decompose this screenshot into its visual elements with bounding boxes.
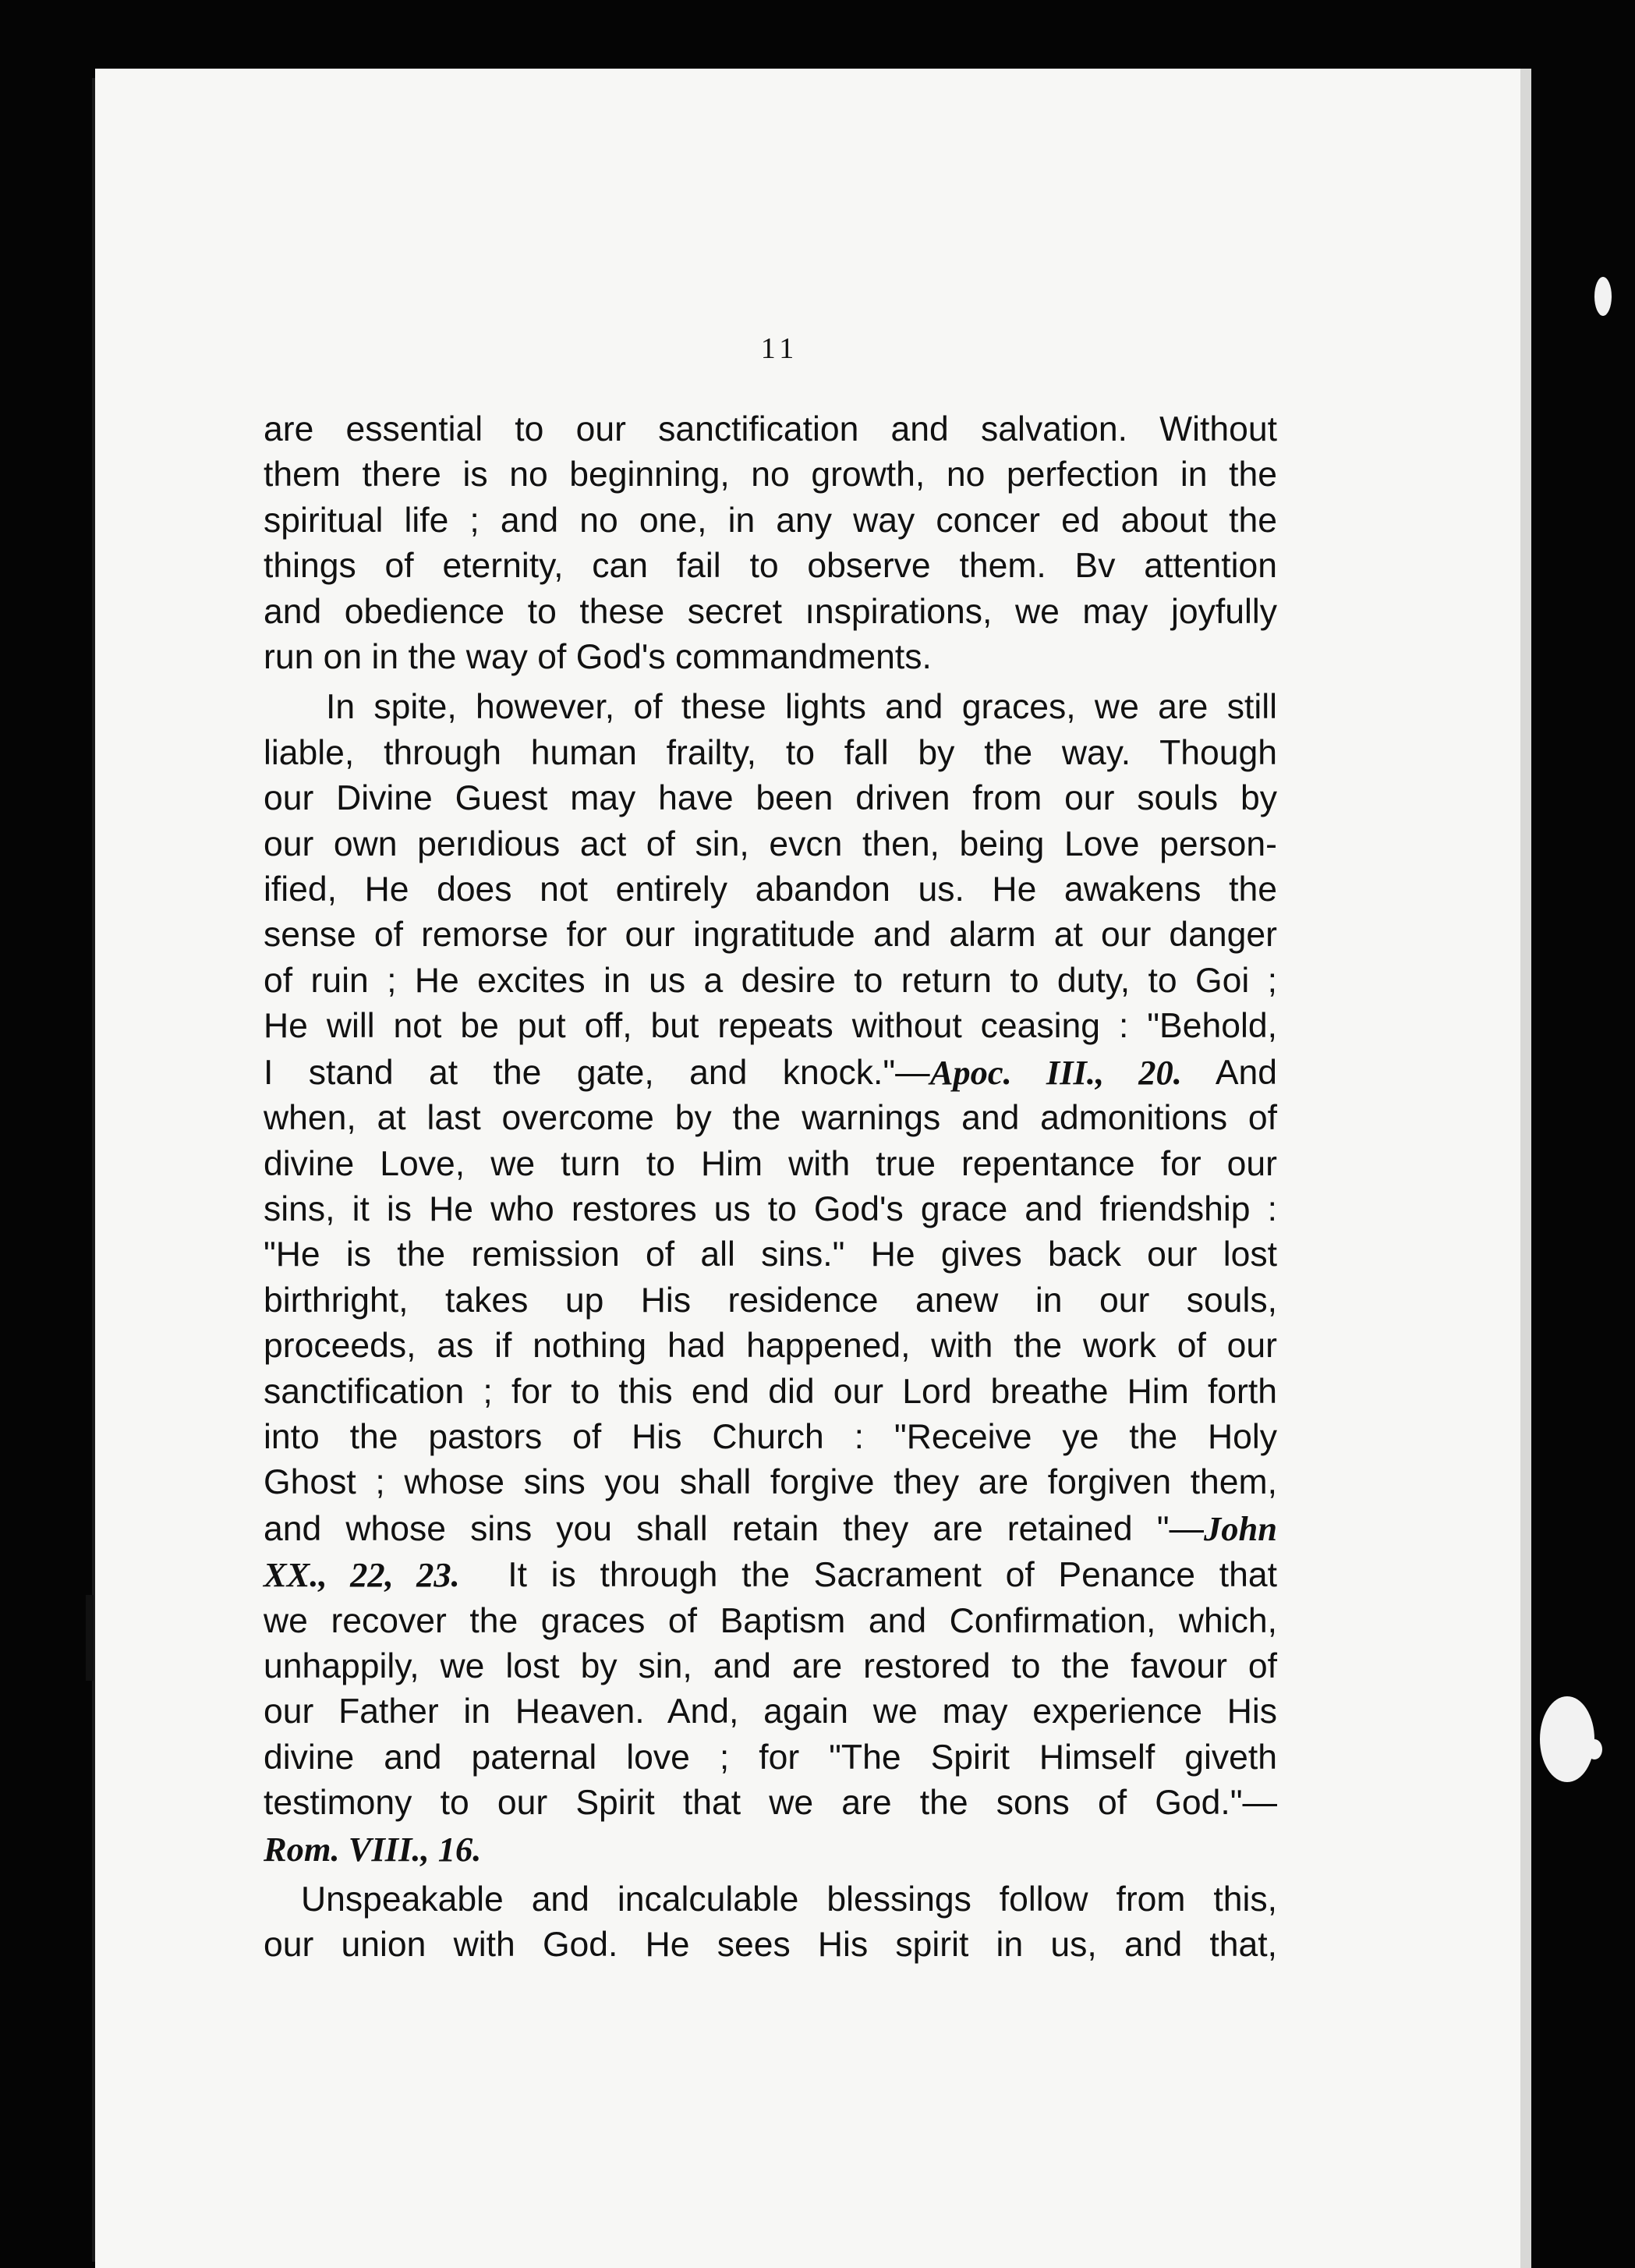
text-line: them there is no beginning, no growth, no perfection in the bbox=[264, 455, 1277, 494]
text-line: into the pastors of His Church : "Receive ye the Holy bbox=[264, 1417, 1277, 1456]
body-text bbox=[264, 407, 1277, 1969]
text-line: birthright, takes up His residence anew in our souls, bbox=[264, 1281, 1277, 1320]
text-line: Unspeakable and incalculable blessings follow from this, bbox=[301, 1880, 1277, 1919]
text-line: our Father in Heaven. And, again we may experience His bbox=[264, 1692, 1277, 1731]
text-line: "He is the remission of all sins." He gives back our lost bbox=[264, 1235, 1277, 1274]
text-line: Ghost ; whose sins you shall forgive they are forgiven them, bbox=[264, 1463, 1277, 1502]
text-fragment: And bbox=[1181, 1053, 1278, 1092]
scan-speck bbox=[1540, 1696, 1594, 1782]
citation-john-chapter: XX., 22, 23. bbox=[264, 1555, 460, 1595]
text-line-with-citation bbox=[264, 1552, 1277, 1598]
text-line: unhappily, we lost by sin, and are restored to the favour of bbox=[264, 1646, 1277, 1685]
text-line: divine Love, we turn to Him with true repentance for our bbox=[264, 1144, 1277, 1183]
citation-apoc: Apoc. III., 20. bbox=[929, 1052, 1182, 1092]
text-line: sense of remorse for our ingratitude and alarm at our danger bbox=[264, 916, 1277, 955]
text-line: In spite, however, of these lights and graces, we are still bbox=[326, 688, 1277, 727]
text-line: things of eternity, can fail to observe them. Bv attention bbox=[264, 547, 1277, 586]
scan-speck bbox=[1594, 277, 1612, 316]
right-page-edge bbox=[1520, 69, 1531, 2268]
text-line: are essential to our sanctification and salvation. Without bbox=[264, 410, 1277, 448]
citation-john: John bbox=[1204, 1508, 1277, 1548]
text-line: He will not be put off, but repeats without ceasing : "Behold, bbox=[264, 1007, 1277, 1046]
text-line: our own perıdious act of sin, evcn then, being Love person- bbox=[264, 824, 1277, 863]
text-line: run on in the way of God's commandments. bbox=[264, 638, 932, 677]
page-number: 11 bbox=[760, 332, 799, 365]
left-edge-mark bbox=[86, 1595, 94, 1681]
text-line: sins, it is He who restores us to God's grace and friendship : bbox=[264, 1189, 1277, 1228]
text-line-with-citation bbox=[264, 1827, 1277, 1873]
text-line-with-citation bbox=[264, 1506, 1277, 1552]
text-line: and obedience to these secret ınspirations, we may joyfully bbox=[264, 592, 1277, 631]
text-line: our Divine Guest may have been driven from our souls by bbox=[264, 779, 1277, 818]
text-line: testimony to our Spirit that we are the sons of God."— bbox=[264, 1784, 1277, 1823]
text-line-with-citation bbox=[264, 1050, 1277, 1096]
text-line: when, at last overcome by the warnings and admonitions of bbox=[264, 1099, 1277, 1138]
scan-speck bbox=[1587, 1739, 1602, 1759]
text-line: of ruin ; He excites in us a desire to return to duty, to Goi ; bbox=[264, 961, 1277, 1000]
text-line: sanctification ; for to this end did our Lord breathe Him forth bbox=[264, 1372, 1277, 1411]
text-line: we recover the graces of Baptism and Confirmation, which, bbox=[264, 1601, 1277, 1640]
citation-rom: Rom. VIII., 16. bbox=[264, 1829, 482, 1869]
text-fragment: It is through the Sacrament of Penance that bbox=[508, 1556, 1277, 1595]
text-line: ified, He does not entirely abandon us. He awakens the bbox=[264, 870, 1277, 909]
text-line: proceeds, as if nothing had happened, with the work of our bbox=[264, 1327, 1277, 1366]
text-line: spiritual life ; and no one, in any way concer ed about the bbox=[264, 501, 1277, 540]
text-line: our union with God. He sees His spirit in us, and that, bbox=[264, 1926, 1277, 1965]
text-line: liable, through human frailty, to fall by the way. Though bbox=[264, 733, 1277, 772]
text-line: divine and paternal love ; for "The Spirit Himself giveth bbox=[264, 1738, 1277, 1777]
text-fragment: and whose sins you shall retain they are retained "— bbox=[264, 1509, 1204, 1548]
text-fragment: I stand at the gate, and knock."— bbox=[264, 1053, 930, 1092]
